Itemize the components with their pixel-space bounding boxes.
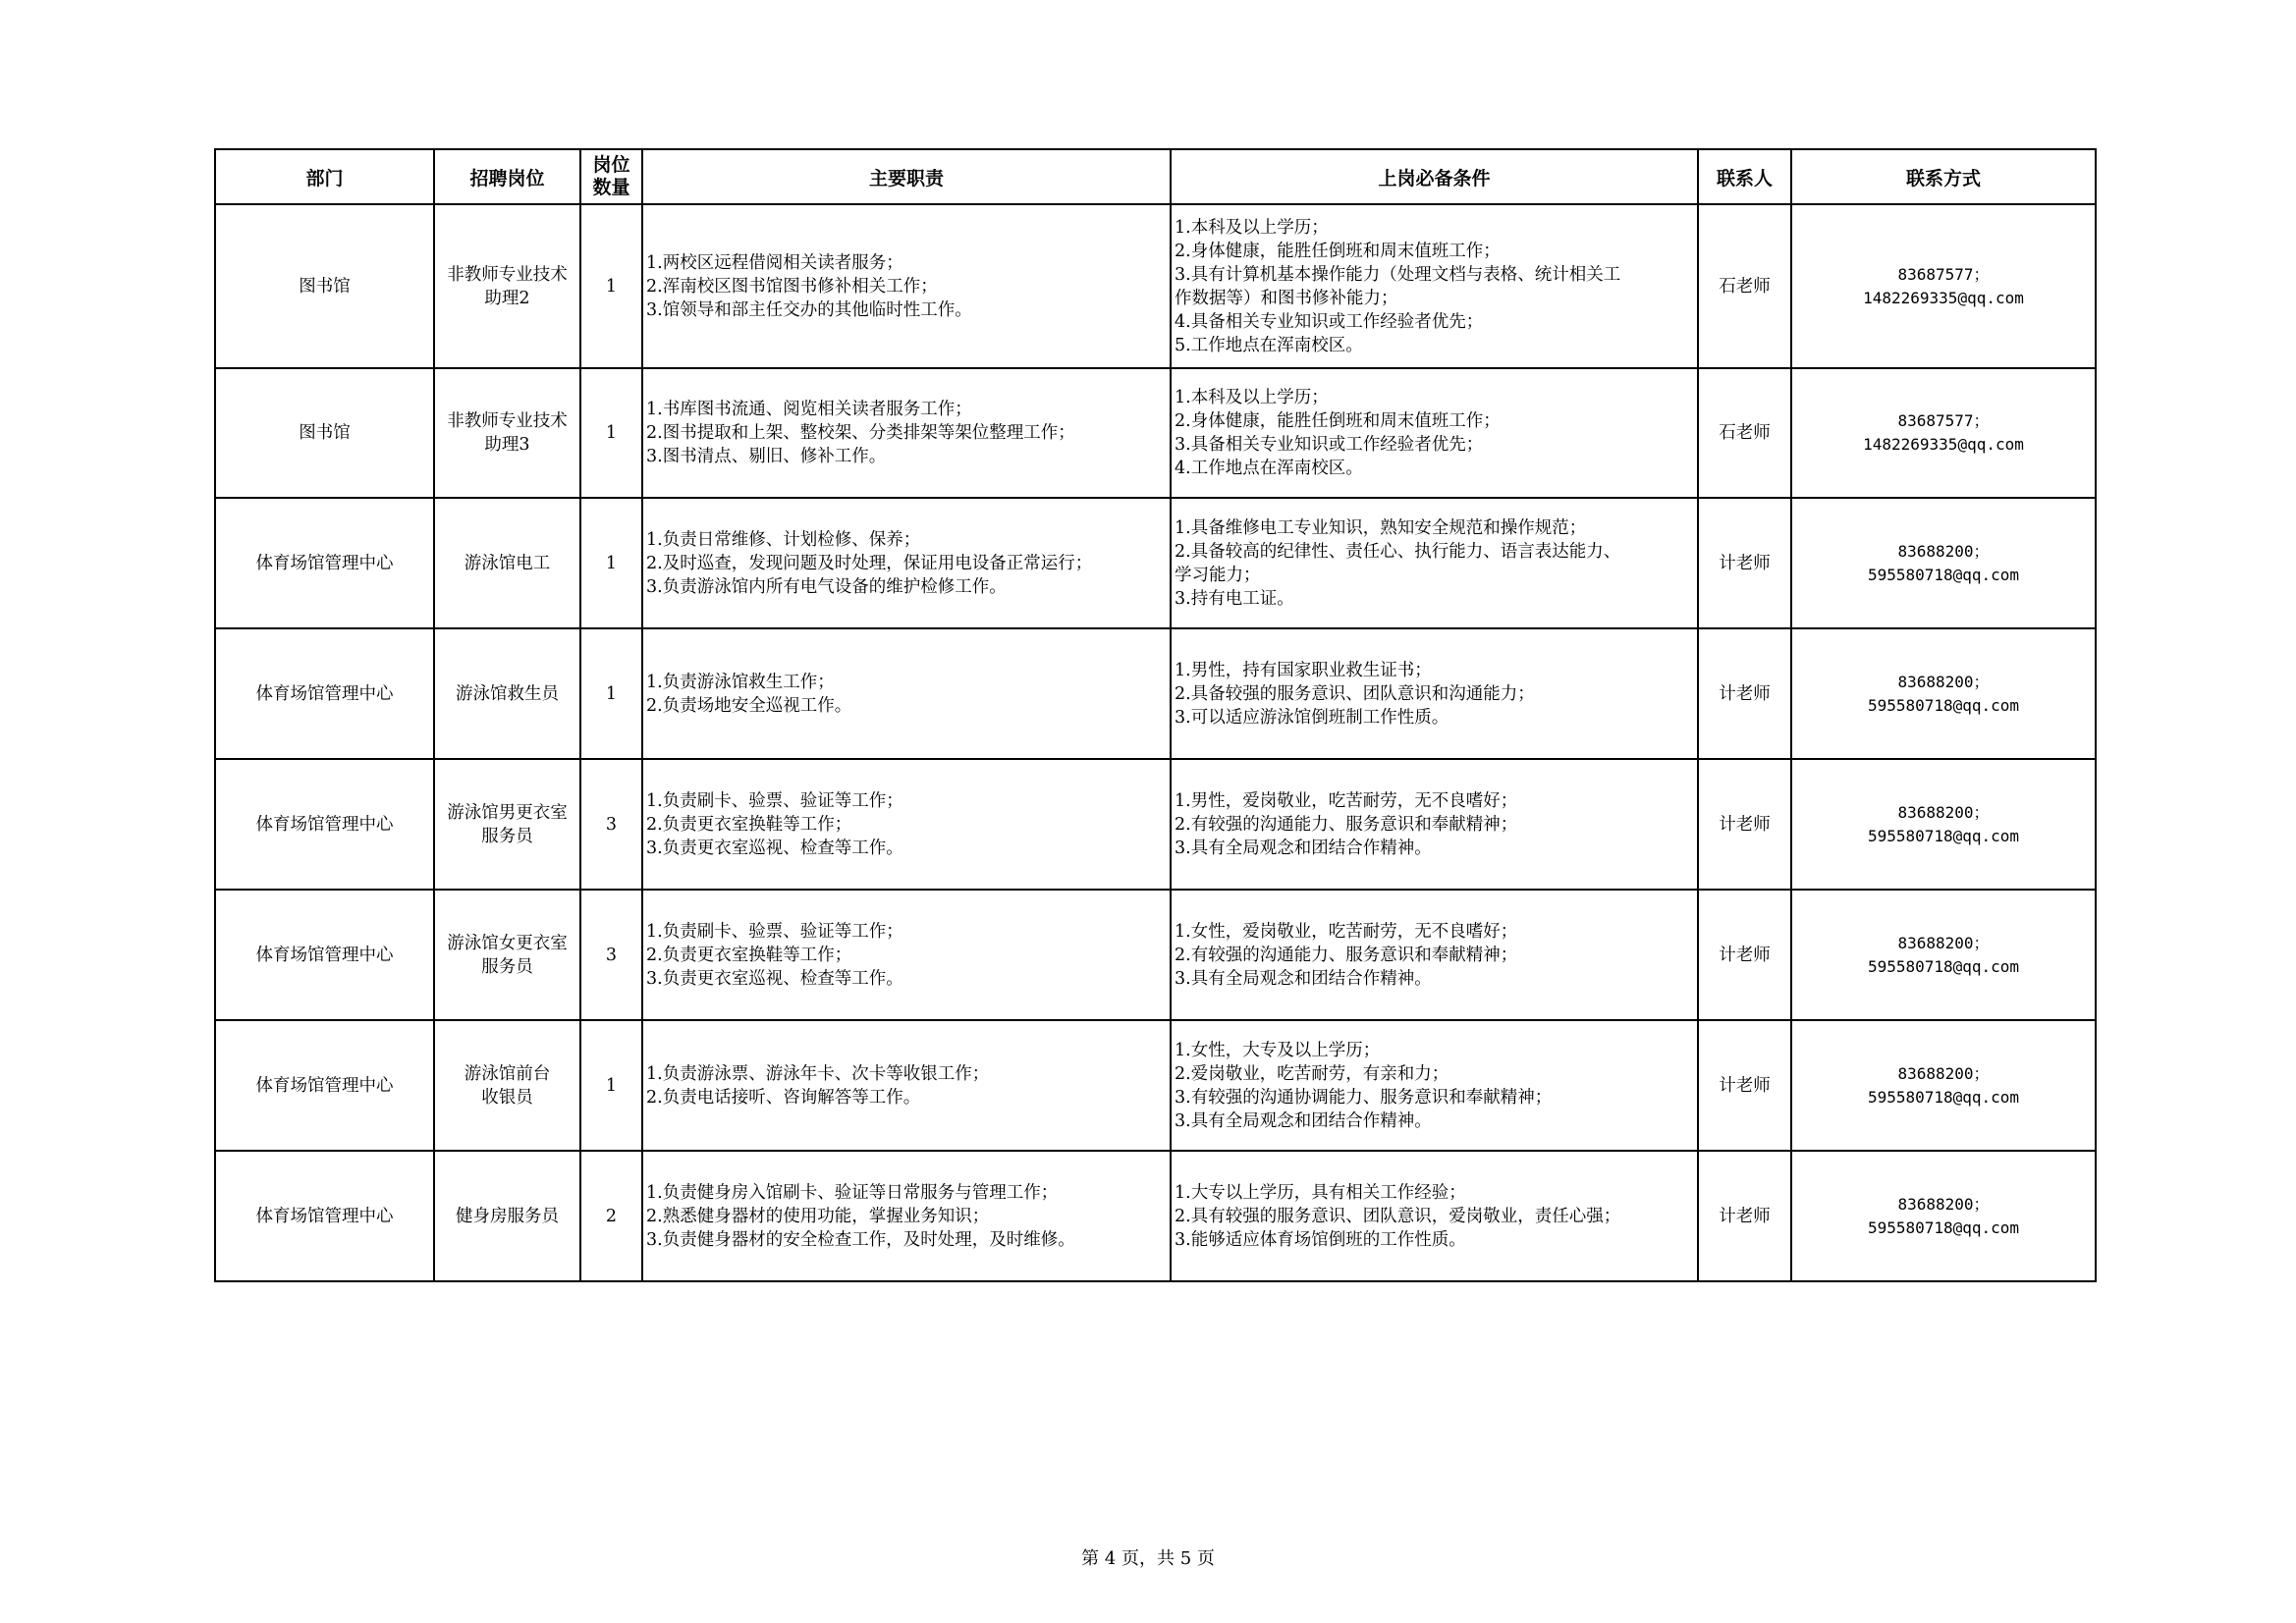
contact-info-cell — [1791, 1020, 2096, 1151]
duty-line: 1.负责游泳票、游泳年卡、次卡等收银工作； — [646, 1063, 990, 1084]
requirement-line: 学习能力； — [1175, 565, 1261, 585]
duty-line: 3.负责更衣室巡视、检查等工作。 — [646, 838, 903, 858]
requirement-line: 1.具备维修电工专业知识，熟知安全规范和操作规范； — [1175, 517, 1587, 538]
duty-line: 3.图书清点、剔旧、修补工作。 — [646, 447, 887, 466]
requirement-line: 4.具备相关专业知识或工作经验者优先； — [1175, 311, 1484, 332]
position-line: 游泳馆女更衣室 — [447, 933, 568, 953]
duty-line: 2.负责更衣室换鞋等工作； — [646, 945, 852, 965]
qty-cell: 3 — [580, 759, 642, 890]
position-line: 非教师专业技术 — [447, 264, 568, 285]
contact-info-line: 595580718@qq.com — [1867, 1087, 2020, 1107]
requirement-line: 1.本科及以上学历； — [1175, 388, 1329, 407]
contact-cell: 计老师 — [1698, 628, 1791, 759]
table-row — [215, 498, 2096, 628]
contact-info-line: 83687577； — [1897, 264, 1990, 284]
requirement-line: 3.具备相关专业知识或工作经验者优先； — [1175, 435, 1484, 455]
requirements-cell — [1171, 628, 1698, 759]
header-qty-line: 数量 — [592, 177, 630, 198]
contact-info-line: 83688200； — [1897, 1194, 1990, 1214]
duty-line: 3.馆领导和部主任交办的其他临时性工作。 — [646, 299, 972, 320]
recruitment-table-container — [214, 148, 2095, 1282]
requirement-line: 2.具备较强的服务意识、团队意识和沟通能力； — [1175, 683, 1535, 704]
duty-line: 1.负责刷卡、验票、验证等工作； — [646, 921, 903, 942]
page-number: 第 4 页，共 5 页 — [1081, 1548, 1215, 1569]
table-row — [215, 890, 2096, 1020]
table-row — [215, 204, 2096, 368]
duties-cell — [642, 498, 1171, 628]
duties-cell — [642, 204, 1171, 368]
duty-line: 3.负责游泳馆内所有电气设备的维护检修工作。 — [646, 576, 1007, 597]
duty-line: 3.负责健身器材的安全检查工作，及时处理，及时维修。 — [646, 1229, 1075, 1250]
requirement-line: 3.具有全局观念和团结合作精神。 — [1175, 838, 1432, 858]
requirement-line: 作数据等）和图书修补能力； — [1175, 288, 1398, 308]
contact-info-line: 83688200； — [1897, 1063, 1990, 1083]
position-line: 游泳馆救生员 — [456, 683, 559, 704]
contact-info-line: 595580718@qq.com — [1867, 826, 2020, 845]
qty-cell: 1 — [580, 368, 642, 498]
duty-line: 2.浑南校区图书馆图书修补相关工作； — [646, 276, 938, 297]
position-cell — [434, 498, 580, 628]
duties-cell — [642, 368, 1171, 498]
requirement-line: 2.有较强的沟通能力、服务意识和奉献精神； — [1175, 945, 1518, 965]
position-line: 服务员 — [481, 956, 533, 977]
header-qty-line: 岗位 — [592, 154, 630, 176]
requirement-line: 3.持有电工证。 — [1175, 588, 1294, 609]
duty-line: 2.熟悉健身器材的使用功能，掌握业务知识； — [646, 1206, 990, 1226]
duties-cell — [642, 1151, 1171, 1281]
dept-cell: 体育场馆管理中心 — [215, 1151, 434, 1281]
position-cell — [434, 368, 580, 498]
requirements-cell — [1171, 498, 1698, 628]
contact-info-line: 83688200； — [1897, 672, 1990, 691]
contact-info-line: 595580718@qq.com — [1867, 695, 2020, 715]
requirement-line: 3.可以适应游泳馆倒班制工作性质。 — [1175, 707, 1449, 728]
header-contact: 联系人 — [1698, 149, 1791, 204]
table-body — [215, 204, 2096, 1281]
header-contact-info: 联系方式 — [1791, 149, 2096, 204]
position-line: 游泳馆前台 — [464, 1063, 551, 1084]
header-dept: 部门 — [215, 149, 434, 204]
duty-line: 2.图书提取和上架、整校架、分类排架等架位整理工作； — [646, 423, 1075, 443]
position-line: 游泳馆电工 — [464, 553, 551, 573]
position-cell — [434, 1151, 580, 1281]
contact-info-line: 595580718@qq.com — [1867, 956, 2020, 976]
requirement-line: 3.能够适应体育场馆倒班的工作性质。 — [1175, 1229, 1466, 1250]
contact-info-line: 595580718@qq.com — [1867, 565, 2020, 584]
requirement-line: 2.有较强的沟通能力、服务意识和奉献精神； — [1175, 814, 1518, 835]
position-cell — [434, 628, 580, 759]
position-cell — [434, 759, 580, 890]
duty-line: 2.负责场地安全巡视工作。 — [646, 695, 852, 716]
header-row — [215, 149, 2096, 204]
header-requirements: 上岗必备条件 — [1171, 149, 1698, 204]
requirement-line: 4.工作地点在浑南校区。 — [1175, 459, 1363, 478]
requirement-line: 2.具备较高的纪律性、责任心、执行能力、语言表达能力、 — [1175, 541, 1621, 562]
contact-info-line: 83688200； — [1897, 541, 1990, 561]
contact-cell: 计老师 — [1698, 498, 1791, 628]
contact-info-cell — [1791, 628, 2096, 759]
duties-cell — [642, 759, 1171, 890]
contact-info-line: 83688200； — [1897, 933, 1990, 952]
requirements-cell — [1171, 759, 1698, 890]
requirement-line: 1.女性，爱岗敬业，吃苦耐劳，无不良嗜好； — [1175, 921, 1518, 942]
header-duties: 主要职责 — [642, 149, 1171, 204]
qty-cell: 1 — [580, 204, 642, 368]
requirement-line: 1.大专以上学历，具有相关工作经验； — [1175, 1182, 1466, 1203]
contact-info-line: 83687577； — [1897, 411, 1990, 430]
qty-cell: 3 — [580, 890, 642, 1020]
requirement-line: 1.女性，大专及以上学历； — [1175, 1040, 1381, 1060]
contact-info-line: 595580718@qq.com — [1867, 1217, 2020, 1237]
requirement-line: 2.身体健康，能胜任倒班和周末值班工作； — [1175, 241, 1501, 261]
contact-cell: 计老师 — [1698, 1151, 1791, 1281]
contact-cell: 石老师 — [1698, 204, 1791, 368]
position-cell — [434, 1020, 580, 1151]
position-cell — [434, 890, 580, 1020]
requirements-cell — [1171, 1020, 1698, 1151]
contact-info-line: 1482269335@qq.com — [1863, 435, 2024, 454]
duties-cell — [642, 1020, 1171, 1151]
requirement-line: 2.具有较强的服务意识、团队意识，爱岗敬业，责任心强； — [1175, 1206, 1621, 1226]
requirement-line: 1.男性，爱岗敬业，吃苦耐劳，无不良嗜好； — [1175, 790, 1518, 811]
duty-line: 2.及时巡查，发现问题及时处理，保证用电设备正常运行； — [646, 553, 1093, 573]
dept-cell: 体育场馆管理中心 — [215, 759, 434, 890]
qty-cell: 2 — [580, 1151, 642, 1281]
position-line: 助理3 — [484, 435, 530, 455]
position-line: 收银员 — [481, 1087, 533, 1108]
duty-line: 2.负责更衣室换鞋等工作； — [646, 814, 852, 835]
requirements-cell — [1171, 368, 1698, 498]
table-row — [215, 759, 2096, 890]
duty-line: 1.负责游泳馆救生工作； — [646, 672, 835, 692]
duty-line: 1.负责刷卡、验票、验证等工作； — [646, 790, 903, 811]
dept-cell: 体育场馆管理中心 — [215, 498, 434, 628]
contact-info-cell — [1791, 890, 2096, 1020]
contact-cell: 计老师 — [1698, 1020, 1791, 1151]
contact-info-cell — [1791, 759, 2096, 890]
header-position: 招聘岗位 — [434, 149, 580, 204]
contact-cell: 石老师 — [1698, 368, 1791, 498]
requirement-line: 2.爱岗敬业，吃苦耐劳，有亲和力； — [1175, 1063, 1449, 1084]
requirement-line: 3.具有计算机基本操作能力（处理文档与表格、统计相关工 — [1175, 264, 1621, 285]
contact-info-cell — [1791, 1151, 2096, 1281]
requirement-line: 1.本科及以上学历； — [1175, 217, 1329, 238]
duty-line: 2.负责电话接听、咨询解答等工作。 — [646, 1087, 921, 1108]
position-line: 服务员 — [481, 826, 533, 846]
requirement-line: 5.工作地点在浑南校区。 — [1175, 335, 1363, 355]
duty-line: 1.书库图书流通、阅览相关读者服务工作； — [646, 400, 972, 419]
contact-info-cell — [1791, 498, 2096, 628]
qty-cell: 1 — [580, 498, 642, 628]
contact-info-line: 1482269335@qq.com — [1863, 288, 2024, 307]
requirement-line: 3.具有全局观念和团结合作精神。 — [1175, 1110, 1432, 1131]
position-line: 助理2 — [484, 288, 530, 308]
position-line: 健身房服务员 — [456, 1206, 559, 1226]
table-row — [215, 1151, 2096, 1281]
position-line: 非教师专业技术 — [447, 411, 568, 431]
duties-cell — [642, 890, 1171, 1020]
contact-info-cell — [1791, 204, 2096, 368]
qty-cell: 1 — [580, 628, 642, 759]
requirements-cell — [1171, 890, 1698, 1020]
requirement-line: 3.具有全局观念和团结合作精神。 — [1175, 968, 1432, 989]
table-row — [215, 628, 2096, 759]
dept-cell: 图书馆 — [215, 368, 434, 498]
table-row — [215, 1020, 2096, 1151]
header-qty — [580, 149, 642, 204]
contact-info-line: 83688200； — [1897, 802, 1990, 822]
dept-cell: 图书馆 — [215, 204, 434, 368]
duty-line: 3.负责更衣室巡视、检查等工作。 — [646, 968, 903, 989]
contact-info-cell — [1791, 368, 2096, 498]
dept-cell: 体育场馆管理中心 — [215, 1020, 434, 1151]
contact-cell: 计老师 — [1698, 890, 1791, 1020]
recruitment-table — [214, 148, 2097, 1282]
requirements-cell — [1171, 1151, 1698, 1281]
requirement-line: 3.有较强的沟通协调能力、服务意识和奉献精神； — [1175, 1087, 1553, 1108]
dept-cell: 体育场馆管理中心 — [215, 890, 434, 1020]
duty-line: 1.两校区远程借阅相关读者服务； — [646, 252, 903, 273]
requirements-cell — [1171, 204, 1698, 368]
contact-cell: 计老师 — [1698, 759, 1791, 890]
duty-line: 1.负责健身房入馆刷卡、验证等日常服务与管理工作； — [646, 1182, 1059, 1203]
dept-cell: 体育场馆管理中心 — [215, 628, 434, 759]
table-row — [215, 368, 2096, 498]
requirement-line: 1.男性，持有国家职业救生证书； — [1175, 660, 1432, 680]
requirement-line: 2.身体健康，能胜任倒班和周末值班工作； — [1175, 411, 1501, 431]
qty-cell: 1 — [580, 1020, 642, 1151]
duty-line: 1.负责日常维修、计划检修、保养； — [646, 529, 921, 550]
duties-cell — [642, 628, 1171, 759]
position-cell — [434, 204, 580, 368]
position-line: 游泳馆男更衣室 — [447, 802, 568, 823]
